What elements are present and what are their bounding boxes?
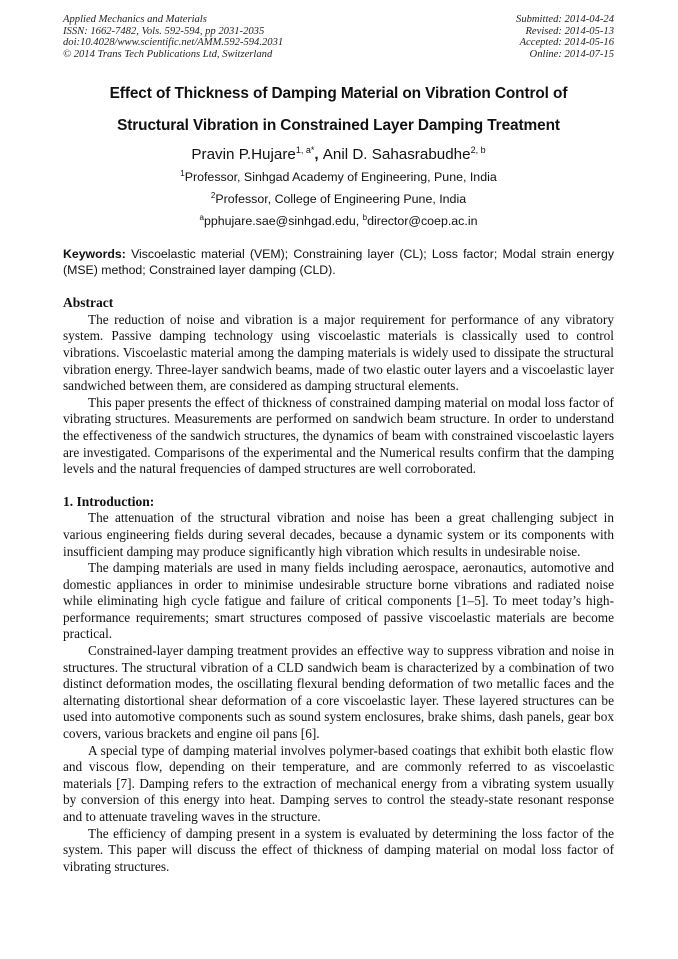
author-list	[63, 144, 614, 166]
intro-paragraph-2: The damping materials are used in many fields including aerospace, aeronautics, automotive and domestic appliances in order to minimise undesirable structure borne vibrations and radiated noise while eliminating high cycle fatigue and failure of critical components [1–5]. To meet today’s high-performance requirements; smart structures composed of passive viscoelastic materials are become practical.	[63, 560, 614, 642]
journal-header	[63, 14, 614, 60]
paper-page	[63, 14, 614, 875]
title-line-1: Effect of Thickness of Damping Material on Vibration Control of	[109, 85, 568, 103]
author-2-sup: 2, b	[470, 145, 486, 156]
keywords-text: Viscoelastic material (VEM); Constraining layer (CL); Loss factor; Modal strain energy (MSE) method; Constrained layer damping (CLD).	[63, 247, 614, 277]
journal-info	[63, 14, 283, 60]
introduction-heading: 1. Introduction:	[63, 493, 155, 509]
abstract-heading: Abstract	[63, 295, 114, 311]
date-submitted: Submitted: 2014-04-24	[516, 14, 614, 25]
publication-dates	[516, 14, 614, 60]
email-b[interactable]: director@coep.ac.in	[367, 214, 478, 229]
keywords	[63, 247, 614, 278]
date-accepted: Accepted: 2014-05-16	[519, 37, 614, 49]
affiliation-1-sup: 1	[180, 169, 185, 179]
journal-copyright: © 2014 Trans Tech Publications Ltd, Switzerland	[63, 48, 273, 60]
date-revised: Revised: 2014-05-13	[525, 25, 614, 37]
email-separator: ,	[355, 214, 363, 229]
email-a-sup: a	[199, 213, 204, 223]
email-line	[63, 210, 614, 232]
title-line-2: Structural Vibration in Constrained Layer Damping Treatment	[117, 117, 560, 135]
email-a[interactable]: pphujare.sae@sinhgad.edu	[203, 214, 356, 229]
keywords-label: Keywords:	[63, 247, 126, 262]
affiliation-1-text: Professor, Sinhgad Academy of Engineering, Pune, India	[184, 170, 497, 185]
email-b-sup: b	[362, 213, 368, 223]
author-separator: ,	[314, 146, 323, 164]
paper-title	[63, 78, 614, 142]
author-1-sup: 1, a*	[295, 145, 315, 156]
author-2-name: Anil D. Sahasrabudhe	[322, 146, 471, 164]
affiliation-2	[63, 188, 614, 210]
affiliation-2-sup: 2	[210, 191, 216, 201]
intro-paragraph-1: The attenuation of the structural vibration and noise has been a great challenging subject in various engineering fields during several decades, because a dynamic system or its components with insufficient damping may produce significantly high vibration which results in undesirable noise.	[63, 510, 614, 559]
affiliation-2-text: Professor, College of Engineering Pune, India	[215, 192, 467, 207]
abstract-paragraph-1: The reduction of noise and vibration is a major requirement for performance of any vibratory system. Passive damping technology using viscoelastic materials is classically used to control vibrations. Viscoelastic material among the damping materials is widely used to dissipate the structural vibration energy. Three-layer sandwich beams, made of two elastic outer layers and a viscoelastic layer sandwiched between them, are considered as damping structural elements.	[63, 311, 614, 394]
intro-paragraph-4: A special type of damping material involves polymer-based coatings that exhibit both elastic flow and viscous flow, depending on their temperature, and are commonly referred to as viscoelastic materials [7]. Damping refers to the extraction of mechanical energy from a vibrating system usually by conversion of this energy into heat. Damping serves to control the steady-state resonant response and to attenuate traveling waves in the structure.	[63, 742, 614, 824]
date-online: Online: 2014-07-15	[529, 48, 614, 60]
intro-paragraph-3: Constrained-layer damping treatment provides an effective way to suppress vibration and noise in structures. The structural vibration of a CLD sandwich beam is characterized by a combination of two distinct deformation modes, the oscillating flexural bending deformation of two metallic faces and the alternating distortional shear deformation of a core viscoelastic layer. These layered structures can be used into automotive components such as sound system enclosures, brake shims, dash panels, gear box covers, various brackets and engine oil pans [6].	[63, 643, 614, 742]
affiliation-1	[63, 166, 614, 188]
abstract-paragraph-2: This paper presents the effect of thickness of constrained damping material on modal loss factor of vibrating structures. Measurements are performed on sandwich beam structure. In order to understand the effectiveness of the sandwich structures, the dynamics of beam with constrained viscoelastic layers are investigated. Comparisons of the experimental and the Numerical results confirm that the damping levels and the natural frequencies of damped structures are well corroborated.	[63, 394, 614, 477]
journal-issn: ISSN: 1662-7482, Vols. 592-594, pp 2031-2035	[63, 25, 265, 37]
journal-doi: doi:10.4028/www.scientific.net/AMM.592-594.2031	[63, 37, 284, 49]
intro-paragraph-5: The efficiency of damping present in a system is evaluated by determining the loss factor of the system. This paper will discuss the effect of thickness of damping material on modal loss factor of vibrating structures.	[63, 825, 614, 874]
author-1-name: Pravin P.Hujare	[191, 146, 296, 164]
journal-name: Applied Mechanics and Materials	[63, 14, 207, 25]
